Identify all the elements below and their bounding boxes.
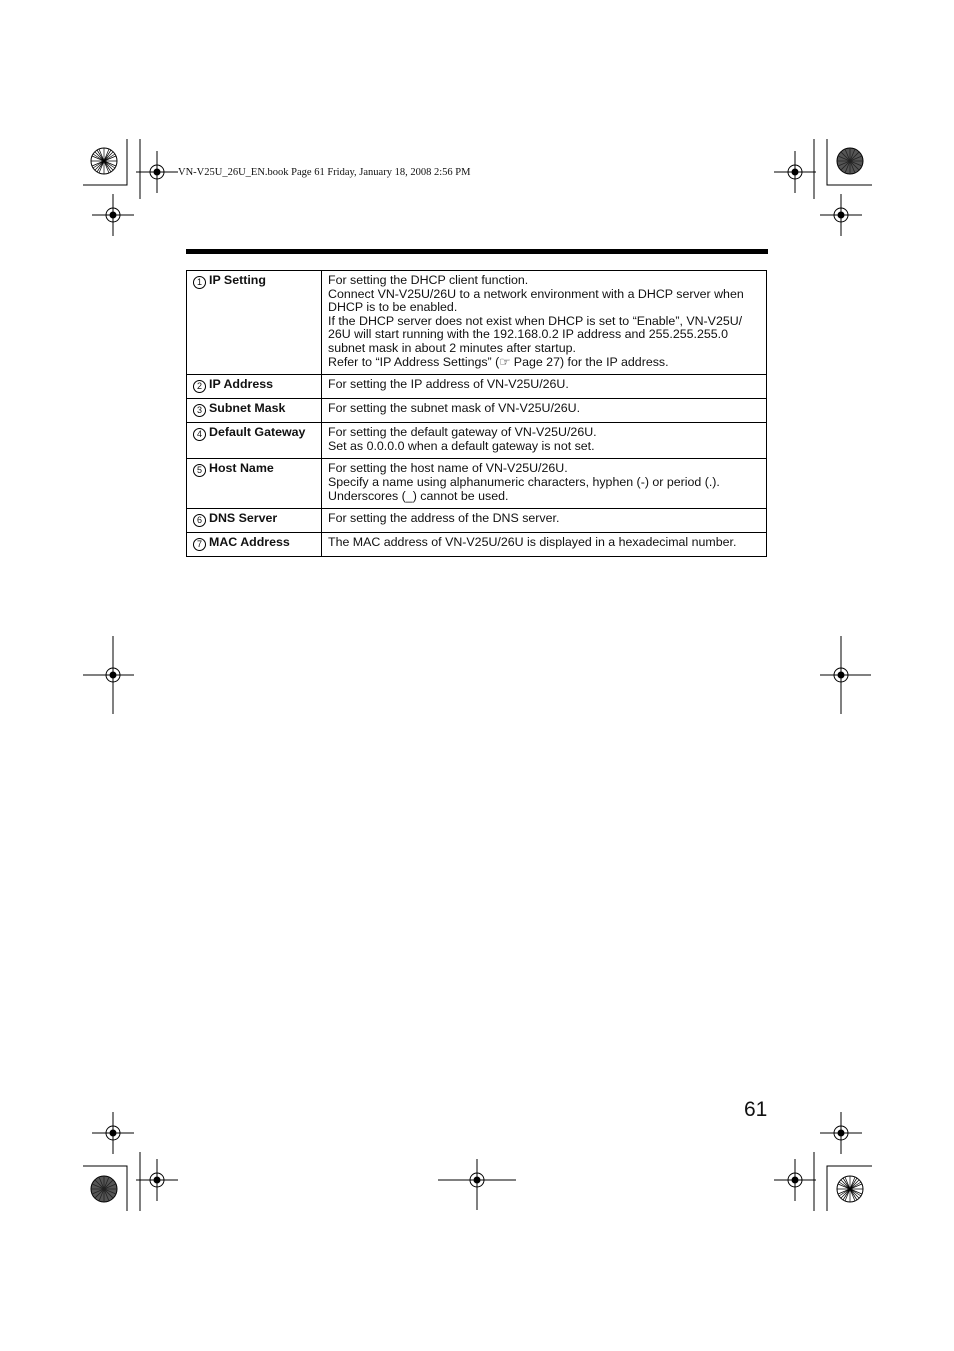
book-header: VN-V25U_26U_EN.book Page 61 Friday, January 18, 2008 2:56 PM xyxy=(178,167,471,178)
setting-name: IP Address xyxy=(209,377,274,392)
description-line: If the DHCP server does not exist when DHCP is set to “Enable”, VN-V25U/ xyxy=(328,313,743,328)
description-line: Connect VN-V25U/26U to a network environment with a DHCP server when xyxy=(328,286,744,301)
description-line: DHCP is to be enabled. xyxy=(328,300,458,315)
setting-term xyxy=(187,533,322,557)
setting-term xyxy=(187,459,322,509)
setting-name: IP Setting xyxy=(209,273,266,287)
setting-term xyxy=(187,271,322,375)
item-number-badge: 3 xyxy=(193,404,206,417)
setting-term xyxy=(187,375,322,399)
description-line: For setting the address of the DNS server. xyxy=(328,511,560,526)
item-number-badge: 1 xyxy=(193,276,206,289)
setting-name: Subnet Mask xyxy=(209,401,286,416)
description-line: For setting the DHCP client function. xyxy=(328,273,529,287)
description-line: For setting the IP address of VN-V25U/26U. xyxy=(328,377,569,392)
table-row xyxy=(187,423,767,459)
page-number: 61 xyxy=(744,1098,768,1121)
setting-term xyxy=(187,423,322,459)
description-line: For setting the subnet mask of VN-V25U/26U. xyxy=(328,401,581,416)
table-row xyxy=(187,509,767,533)
item-number-badge: 6 xyxy=(193,514,206,527)
top-rule xyxy=(186,249,768,254)
setting-name: Default Gateway xyxy=(209,425,306,440)
description-line: 26U will start running with the 192.168.0.2 IP address and 255.255.255.0 xyxy=(328,327,728,342)
table-row xyxy=(187,399,767,423)
description-line: Underscores (_) cannot be used. xyxy=(328,488,509,503)
description-line: subnet mask in about 2 minutes after startup. xyxy=(328,340,576,355)
setting-description xyxy=(322,375,767,399)
table-row xyxy=(187,375,767,399)
item-number-badge: 2 xyxy=(193,380,206,393)
setting-description xyxy=(322,459,767,509)
setting-description xyxy=(322,271,767,375)
setting-name: DNS Server xyxy=(209,511,278,526)
item-number-badge: 7 xyxy=(193,538,206,551)
description-line: Refer to “IP Address Settings” (☞ Page 27) for the IP address. xyxy=(328,354,669,369)
setting-description xyxy=(322,423,767,459)
item-number-badge: 4 xyxy=(193,428,206,441)
item-number-badge: 5 xyxy=(193,464,206,477)
table-row xyxy=(187,271,767,375)
description-line: For setting the default gateway of VN-V25U/26U. xyxy=(328,425,597,440)
setting-term xyxy=(187,509,322,533)
setting-description xyxy=(322,509,767,533)
table-row xyxy=(187,459,767,509)
table-row xyxy=(187,533,767,557)
settings-table xyxy=(186,270,767,557)
setting-name: Host Name xyxy=(209,461,274,476)
setting-description xyxy=(322,533,767,557)
description-line: The MAC address of VN-V25U/26U is displayed in a hexadecimal number. xyxy=(328,535,737,550)
setting-name: MAC Address xyxy=(209,535,290,550)
description-line: Set as 0.0.0.0 when a default gateway is not set. xyxy=(328,438,595,453)
setting-term xyxy=(187,399,322,423)
description-line: For setting the host name of VN-V25U/26U. xyxy=(328,461,568,476)
description-line: Specify a name using alphanumeric characters, hyphen (-) or period (.). xyxy=(328,474,720,489)
setting-description xyxy=(322,399,767,423)
